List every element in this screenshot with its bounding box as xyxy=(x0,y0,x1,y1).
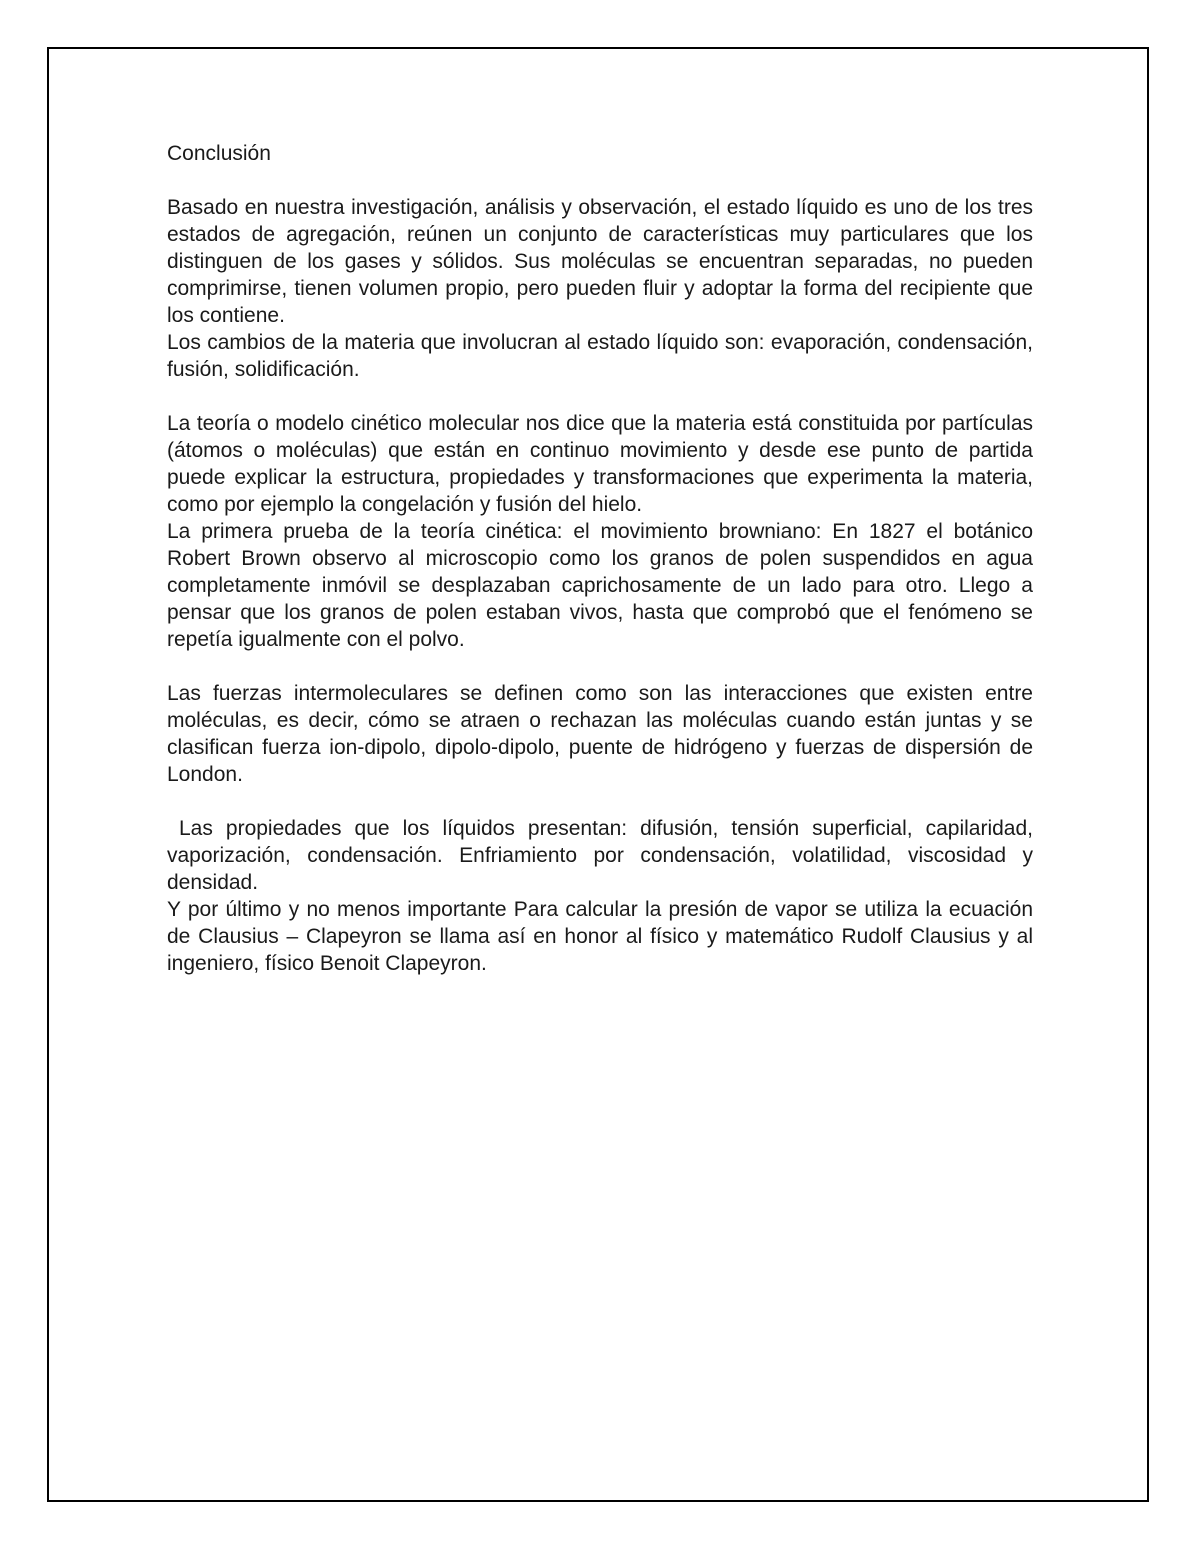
paragraph-2: Los cambios de la materia que involucran al estado líquido son: evaporación, condensación, fusión, solidificación. xyxy=(167,331,1033,381)
paragraph-1: Basado en nuestra investigación, análisis y observación, el estado líquido es uno de los tres estados de agregación, reúnen un conjunto de características muy particulares que los distinguen de los gases y sólidos. Sus moléculas se encuentran separadas, no pueden comprimirse, tienen volumen propio, pero pueden fluir y adoptar la forma del recipiente que los contiene. xyxy=(167,196,1033,327)
document-body xyxy=(167,140,1033,977)
paragraph-4: La primera prueba de la teoría cinética: el movimiento browniano: En 1827 el botánico Robert Brown observo al microscopio como los granos de polen suspendidos en agua completamente inmóvil se desplazaban caprichosamente de un lado para otro. Llego a pensar que los granos de polen estaban vivos, hasta que comprobó que el fenómeno se repetía igualmente con el polvo. xyxy=(167,520,1033,651)
paragraph-6: Las propiedades que los líquidos presentan: difusión, tensión superficial, capilaridad, vaporización, condensación. Enfriamiento por condensación, volatilidad, viscosidad y densidad. xyxy=(167,817,1033,894)
paragraph-gap xyxy=(167,788,1033,815)
document-title: Conclusión xyxy=(167,142,271,165)
paragraph-3: La teoría o modelo cinético molecular nos dice que la materia está constituida por partículas (átomos o moléculas) que están en continuo movimiento y desde ese punto de partida puede explicar la estructura, propiedades y transformaciones que experimenta la materia, como por ejemplo la congelación y fusión del hielo. xyxy=(167,412,1033,516)
paragraph-gap xyxy=(167,383,1033,410)
paragraph-5: Las fuerzas intermoleculares se definen como son las interacciones que existen entre moléculas, es decir, cómo se atraen o rechazan las moléculas cuando están juntas y se clasifican fuerza ion-dipolo, dipolo-dipolo, puente de hidrógeno y fuerzas de dispersión de London. xyxy=(167,682,1033,786)
paragraph-7: Y por último y no menos importante Para calcular la presión de vapor se utiliza la ecuación de Clausius – Clapeyron se llama así en honor al físico y matemático Rudolf Clausius y al ingeniero, físico Benoit Clapeyron. xyxy=(167,898,1033,975)
paragraph-gap xyxy=(167,653,1033,680)
